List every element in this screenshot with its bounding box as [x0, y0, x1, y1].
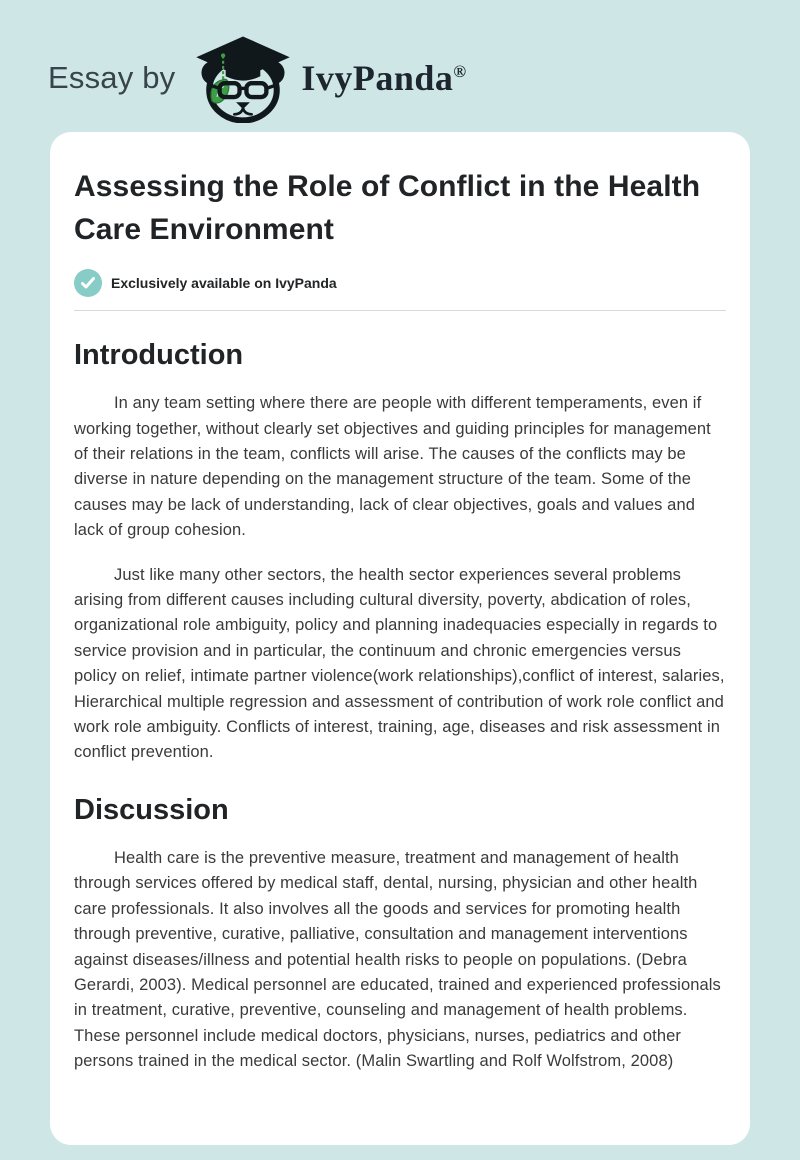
- availability-badge: [74, 269, 726, 297]
- panda-graduate-logo-icon: [191, 33, 295, 123]
- availability-badge-label: Exclusively available on IvyPanda: [111, 275, 337, 292]
- section-heading-discussion: Discussion: [74, 793, 229, 826]
- paragraph: Just like many other sectors, the health sector experiences several problems arising from different causes including cultural diversity, poverty, abdication of roles, organizational role ambiguity, policy and planning inadequacies especially in regards to service provision and in particular, the continuum and chronic emergencies versus policy on relief, intimate partner violence(work relationships),conflict of interest, salaries, Hierarchical multiple regression and assessment of contribution of work role conflict and work role ambiguity. Conflicts of interest, training, age, diseases and risk assessment in conflict prevention.: [74, 565, 725, 762]
- paragraph: Health care is the preventive measure, treatment and management of health through services offered by medical staff, dental, nursing, physician and other health care professionals. It also involves all the goods and services for promoting health through preventive, curative, palliative, consultation and management interventions against diseases/illness and potential health risks to people on populations. (Debra Gerardi, 2003). Medical personnel are educated, trained and experienced professionals in treatment, curative, preventive, counseling and management of health problems. These personnel include medical doctors, physicians, nurses, pediatrics and other persons trained in the medical sector. (Malin Swartling and Rolf Wolfstrom, 2008): [74, 848, 721, 1071]
- checkmark-icon: [74, 269, 102, 297]
- brand-name: IvyPanda®: [301, 58, 467, 98]
- page-title: Assessing the Role of Conflict in the Health Care Environment: [74, 170, 701, 246]
- essay-by-label: Essay by: [48, 60, 176, 95]
- registered-mark: ®: [453, 62, 467, 81]
- section-discussion: [74, 794, 726, 1075]
- essay-card: [50, 132, 750, 1145]
- divider: [74, 310, 726, 311]
- brand-logo: [191, 33, 466, 123]
- page-header: [0, 0, 800, 122]
- section-introduction: [74, 339, 726, 766]
- paragraph: In any team setting where there are people with different temperaments, even if working together, without clearly set objectives and guiding principles for management of their relations in the team, conflicts will arise. The causes of the conflicts may be diverse in nature depending on the management structure of the team. Some of the causes may be lack of understanding, lack of clear objectives, goals and values and lack of group cohesion.: [74, 394, 711, 540]
- section-heading-introduction: Introduction: [74, 339, 244, 372]
